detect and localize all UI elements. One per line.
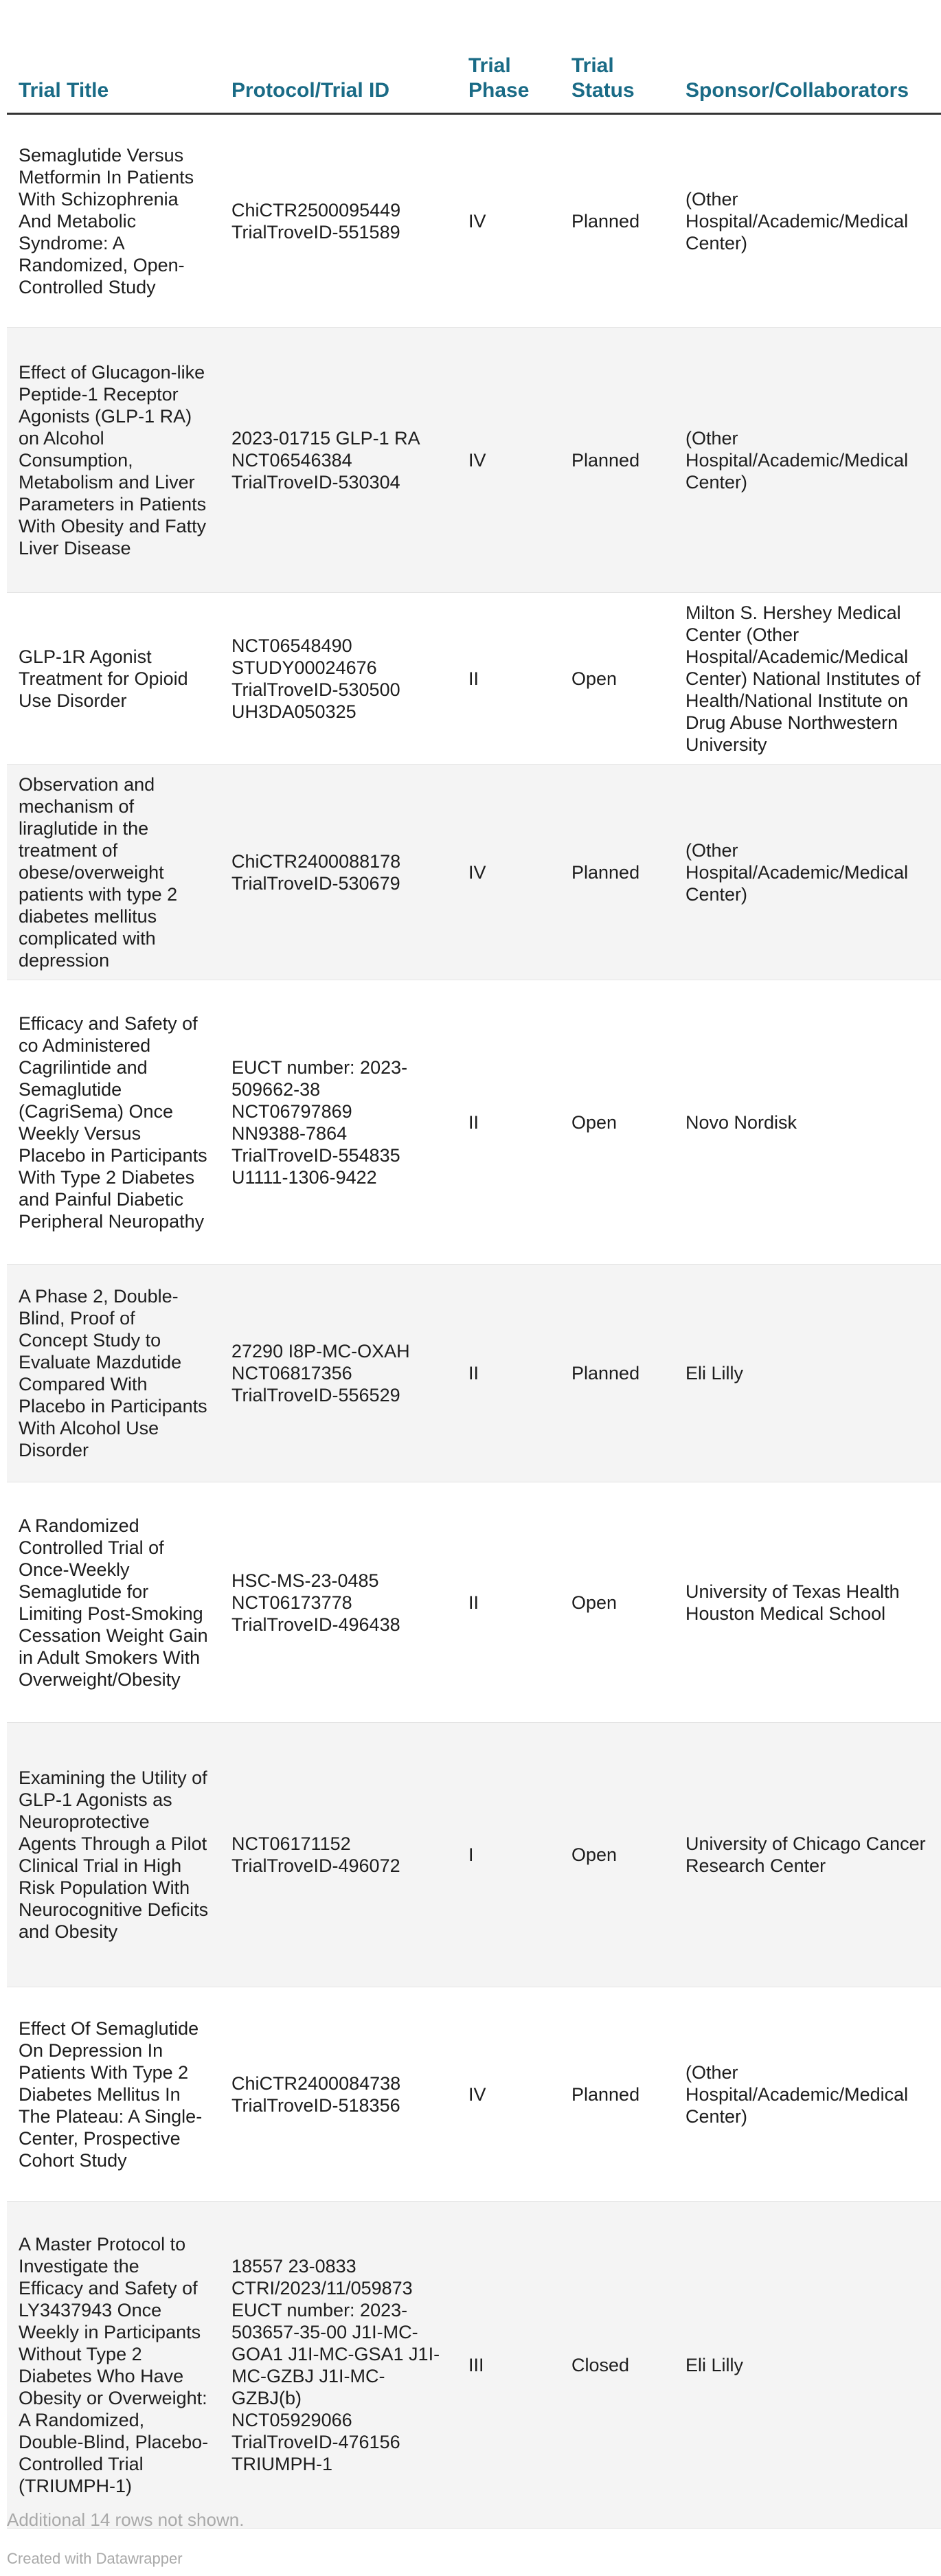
rows-not-shown-note: Additional 14 rows not shown. (7, 2509, 245, 2530)
cell-sponsor: (Other Hospital/Academic/Medical Center) (674, 1987, 941, 2202)
table-body (7, 114, 941, 2529)
cell-trial-status: Open (560, 593, 674, 765)
trial-phase-header-text: Trial Phase (468, 54, 530, 102)
cell-trial-status: Closed (560, 2202, 674, 2529)
cell-sponsor: Eli Lilly (674, 1265, 941, 1482)
protocol-id: ChiCTR2400084738 (231, 2072, 401, 2094)
protocol-id: U1111-1306-9422 (231, 1166, 377, 1188)
protocol-id: NCT06797869 (231, 1100, 352, 1122)
cell-trial-title: Semaglutide Versus Metformin In Patients With Schizophrenia And Metabolic Syndrome: A Randomized, Open-Controlled Study (7, 114, 220, 328)
cell-trial-title: Efficacy and Safety of co Administered Cagrilintide and Semaglutide (CagriSema) Once Weekly Versus Placebo in Participants With Type 2 Diabetes and Painful Diabetic Peripheral Neuropathy (7, 980, 220, 1265)
cell-trial-title: GLP-1R Agonist Treatment for Opioid Use Disorder (7, 593, 220, 765)
protocol-id: STUDY00024676 (231, 657, 377, 678)
cell-trial-title: Effect of Glucagon-like Peptide-1 Receptor Agonists (GLP-1 RA) on Alcohol Consumption, Metabolism and Liver Parameters in Patients With Obesity and Fatty Liver Disease (7, 328, 220, 593)
column-header-trial-phase[interactable] (457, 43, 560, 114)
cell-trial-status: Open (560, 1723, 674, 1987)
cell-trial-status: Planned (560, 1265, 674, 1482)
cell-sponsor: (Other Hospital/Academic/Medical Center) (674, 114, 941, 328)
cell-protocol-ids (220, 593, 457, 765)
column-header-sponsor[interactable]: Sponsor/Collaborators (674, 43, 941, 114)
protocol-id: NCT06817356 (231, 1363, 352, 1383)
cell-sponsor: Eli Lilly (674, 2202, 941, 2529)
protocol-id: NCT05929066 (231, 2409, 352, 2430)
cell-protocol-ids (220, 328, 457, 593)
protocol-id: TrialTroveID-530679 (231, 872, 400, 894)
table-row (7, 1265, 941, 1482)
column-header-protocol-id[interactable]: Protocol/Trial ID (220, 43, 457, 114)
cell-trial-phase: IV (457, 765, 560, 980)
cell-protocol-ids (220, 1723, 457, 1987)
cell-trial-status: Planned (560, 114, 674, 328)
cell-trial-phase: II (457, 980, 560, 1265)
cell-trial-phase: II (457, 593, 560, 765)
protocol-id: 27290 I8P-MC-OXAH (231, 1341, 410, 1362)
protocol-id: TrialTroveID-530500 (231, 679, 400, 700)
cell-trial-status: Open (560, 1482, 674, 1723)
cell-protocol-ids (220, 1482, 457, 1723)
cell-trial-phase: II (457, 1482, 560, 1723)
cell-protocol-ids (220, 1987, 457, 2202)
protocol-id: EUCT number: 2023-509662-38 (231, 1057, 408, 1100)
cell-protocol-ids (220, 1265, 457, 1482)
protocol-id: 2023-01715 GLP-1 RA (231, 427, 420, 449)
table-row (7, 114, 941, 328)
column-header-trial-title[interactable]: Trial Title (7, 43, 220, 114)
cell-sponsor: (Other Hospital/Academic/Medical Center) (674, 765, 941, 980)
table-header (7, 43, 941, 114)
datawrapper-credit: Created with Datawrapper (7, 2550, 183, 2567)
protocol-id: 18557 23-0833 (231, 2255, 356, 2276)
cell-trial-status: Planned (560, 1987, 674, 2202)
cell-trial-title: Effect Of Semaglutide On Depression In Patients With Type 2 Diabetes Mellitus In The Plateau: A Single-Center, Prospective Cohort Study (7, 1987, 220, 2202)
table-row (7, 593, 941, 765)
cell-trial-title: Observation and mechanism of liraglutide in the treatment of obese/overweight patients with type 2 diabetes mellitus complicated with depression (7, 765, 220, 980)
protocol-id: TrialTroveID-476156 (231, 2431, 400, 2452)
cell-trial-status: Planned (560, 765, 674, 980)
protocol-id: TRIUMPH-1 (231, 2453, 332, 2474)
protocol-id: NCT06173778 (231, 1592, 352, 1613)
trials-table (7, 43, 941, 2529)
table-row (7, 980, 941, 1265)
table-row (7, 1482, 941, 1723)
protocol-id: TrialTroveID-496438 (231, 1614, 400, 1635)
cell-trial-phase: III (457, 2202, 560, 2529)
cell-trial-title: A Phase 2, Double-Blind, Proof of Concept Study to Evaluate Mazdutide Compared With Placebo in Participants With Alcohol Use Disorder (7, 1265, 220, 1482)
protocol-id: TrialTroveID-518356 (231, 2094, 400, 2116)
cell-protocol-ids (220, 980, 457, 1265)
cell-sponsor: Novo Nordisk (674, 980, 941, 1265)
cell-trial-status: Open (560, 980, 674, 1265)
protocol-id: TrialTroveID-530304 (231, 471, 400, 493)
cell-sponsor: University of Chicago Cancer Research Center (674, 1723, 941, 1987)
cell-protocol-ids (220, 2202, 457, 2529)
cell-sponsor: Milton S. Hershey Medical Center (Other Hospital/Academic/Medical Center) National Institutes of Health/National Institute on Drug Abuse Northwestern University (674, 593, 941, 765)
cell-trial-phase: I (457, 1723, 560, 1987)
cell-trial-phase: IV (457, 1987, 560, 2202)
cell-sponsor: University of Texas Health Houston Medical School (674, 1482, 941, 1723)
cell-trial-title: A Randomized Controlled Trial of Once-Weekly Semaglutide for Limiting Post-Smoking Cessation Weight Gain in Adult Smokers With Overweight/Obesity (7, 1482, 220, 1723)
cell-trial-phase: IV (457, 114, 560, 328)
protocol-id: CTRI/2023/11/059873 (231, 2277, 413, 2298)
table-row (7, 2202, 941, 2529)
table-row (7, 328, 941, 593)
cell-trial-phase: IV (457, 328, 560, 593)
protocol-id: TrialTroveID-554835 (231, 1144, 400, 1166)
protocol-id: NCT06548490 (231, 635, 352, 656)
protocol-id: NN9388-7864 (231, 1122, 348, 1144)
protocol-id: EUCT number: 2023-503657-35-00 J1I-MC-GOA1 J1I-MC-GSA1 J1I-MC-GZBJ J1I-MC-GZBJ(b) (231, 2299, 440, 2408)
protocol-id: NCT06171152 (231, 1833, 351, 1854)
trial-status-header-text: Trial Status (571, 54, 635, 102)
protocol-id: ChiCTR2500095449 (231, 199, 401, 221)
protocol-id: ChiCTR2400088178 (231, 850, 401, 872)
cell-trial-status: Planned (560, 328, 674, 593)
table-row (7, 1987, 941, 2202)
protocol-id: TrialTroveID-551589 (231, 221, 400, 242)
protocol-id: NCT06546384 (231, 449, 352, 471)
cell-sponsor: (Other Hospital/Academic/Medical Center) (674, 328, 941, 593)
cell-trial-title: Examining the Utility of GLP-1 Agonists as Neuroprotective Agents Through a Pilot Clinical Trial in High Risk Population With Neurocognitive Deficits and Obesity (7, 1723, 220, 1987)
cell-protocol-ids (220, 765, 457, 980)
protocol-id: UH3DA050325 (231, 701, 356, 722)
column-header-trial-status[interactable] (560, 43, 674, 114)
protocol-id: TrialTroveID-496072 (231, 1855, 400, 1876)
table-row (7, 1723, 941, 1987)
cell-trial-phase: II (457, 1265, 560, 1482)
cell-trial-title: A Master Protocol to Investigate the Efficacy and Safety of LY3437943 Once Weekly in Participants Without Type 2 Diabetes Who Have Obesity or Overweight: A Randomized, Double-Blind, Placebo-Controlled Trial (TRIUMPH-1) (7, 2202, 220, 2529)
table-row (7, 765, 941, 980)
header-row (7, 43, 941, 114)
cell-protocol-ids (220, 114, 457, 328)
protocol-id: TrialTroveID-556529 (231, 1385, 400, 1405)
protocol-id: HSC-MS-23-0485 (231, 1570, 379, 1591)
